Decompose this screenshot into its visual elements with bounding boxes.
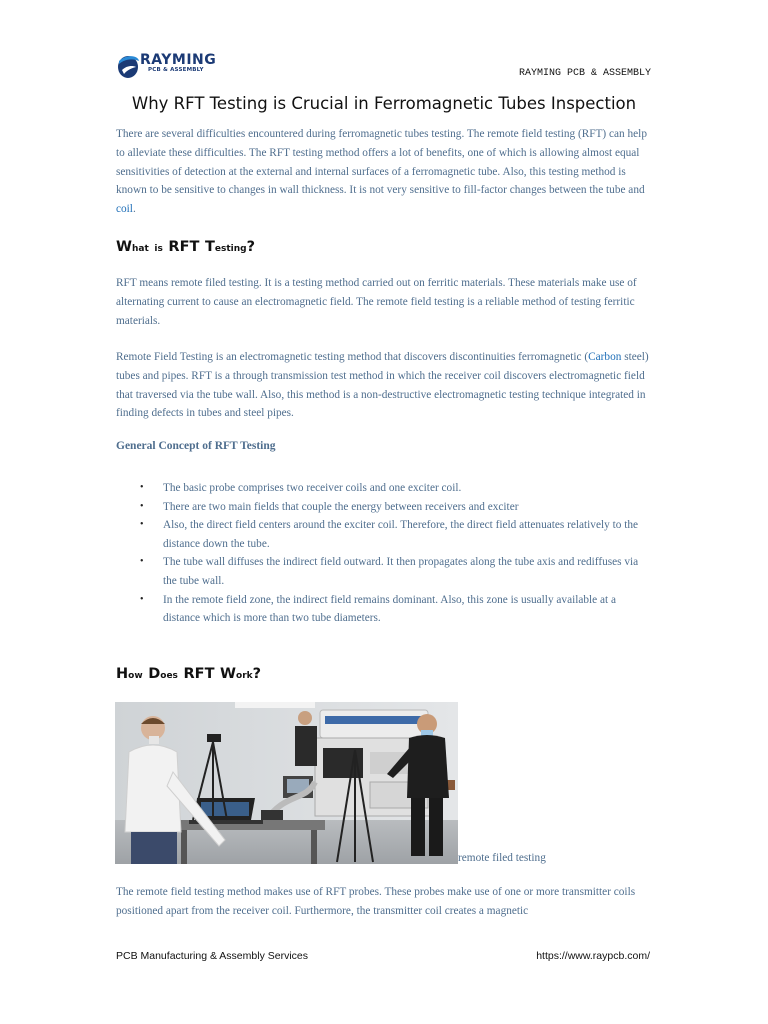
heading-how-does-rft-work: How Does RFT Work?	[116, 666, 262, 682]
logo-swoosh-icon	[116, 52, 140, 80]
footer-website-link[interactable]: https://www.raypcb.com/	[536, 950, 650, 962]
rayming-logo	[116, 52, 216, 80]
header-company-name: RAYMING PCB & ASSEMBLY	[518, 68, 651, 79]
bullet-item: • There are two main fields that couple the energy between receivers and exciter	[116, 498, 652, 517]
rft-probes-paragraph: The remote field testing method makes use of RFT probes. These probes make use of one or more transmitter coils positioned apart from the receiver coil. Furthermore, the transmitter coil creates a magnetic	[116, 886, 636, 917]
intro-paragraph	[116, 125, 652, 219]
document-title: Why RFT Testing is Crucial in Ferromagnetic Tubes Inspection	[131, 94, 637, 113]
intro-text: There are several difficulties encountered during ferromagnetic tubes testing. The remote field testing (RFT) can help to alleviate these difficulties. The RFT testing method offers a lot of benefits, one of which is allowing almost equal sensitivities of detection at the external and internal surfaces of a ferromagnetic tube. Also, this testing method is known to be sensitive to changes in wall thickness. It is not very sensitive to fill-factor changes between the tube and	[116, 128, 647, 197]
bullet-item: • In the remote field zone, the indirect field remains dominant. Also, this zone is usually available at a distance which is more than two tube diameters.	[116, 591, 652, 628]
footer-services-text: PCB Manufacturing & Assembly Services	[116, 950, 308, 962]
bullet-item: • Also, the direct field centers around the exciter coil. Therefore, the direct field attenuates relatively to the distance down the tube.	[116, 516, 652, 553]
carbon-link[interactable]: Carbon	[588, 351, 622, 363]
logo-wordmark: RAYMING	[140, 52, 217, 68]
heading-what-is-rft-testing: What is RFT Testing?	[116, 239, 255, 255]
intro-end: .	[132, 203, 136, 216]
bullet-item: • The tube wall diffuses the indirect field outward. It then propagates along the tube axis and rediffuses via the tube wall.	[116, 553, 652, 590]
general-concept-subheading: General Concept of RFT Testing	[116, 440, 276, 452]
rft-definition-paragraph: RFT means remote filed testing. It is a testing method carried out on ferritic materials. These materials make use of alternating current to cause an electromagnetic field. The remote field testing is a reliable method of testing ferritic materials.	[116, 277, 637, 327]
image-caption: remote filed testing	[458, 852, 546, 864]
bullet-item: • The basic probe comprises two receiver coils and one exciter coil.	[116, 479, 652, 498]
rft-lab-photo	[115, 702, 458, 864]
remote-field-testing-paragraph: Remote Field Testing is an electromagnetic testing method that discovers discontinuities ferromagnetic (Carbon steel) tubes and pipes. RFT is a through transmission test method in which the receiver coil discovers electromagnetic field that traversed via the tube wall. Also, this method is a non-destructive electromagnetic testing technique integrated in finding defects in tubes and steel pipes.	[116, 351, 649, 420]
logo-subtext: PCB & ASSEMBLY	[148, 67, 204, 73]
coil-link[interactable]: coil	[116, 203, 133, 216]
concept-bullet-list	[116, 479, 652, 628]
